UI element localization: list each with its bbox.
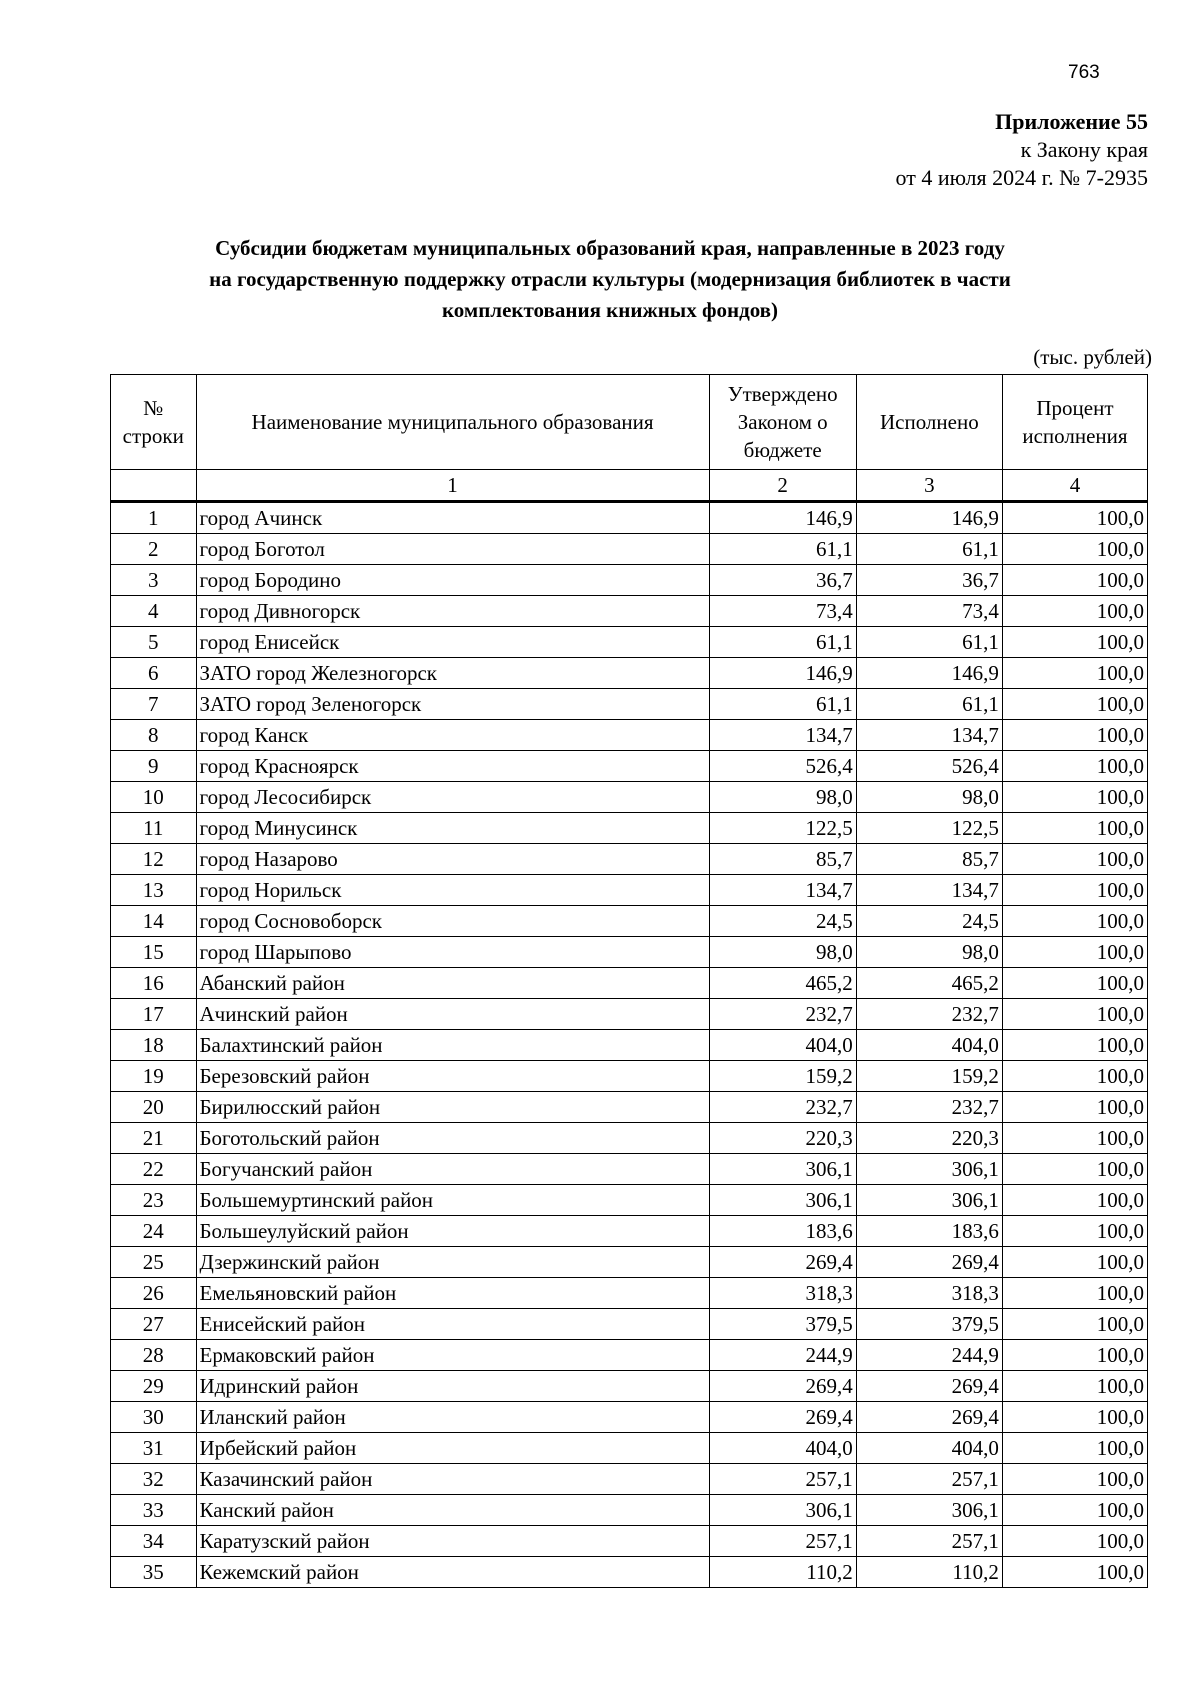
document-title-line-3: комплектования книжных фондов)	[441, 298, 779, 322]
executed-amount-cell: 306,1	[856, 1185, 1002, 1216]
municipality-name-cell: Иланский район	[196, 1402, 709, 1433]
table-row	[111, 906, 1148, 937]
column-number	[111, 470, 197, 502]
execution-percent-cell: 100,0	[1002, 1495, 1147, 1526]
executed-amount-cell: 404,0	[856, 1433, 1002, 1464]
row-number-cell: 18	[111, 1030, 197, 1061]
municipality-name-cell: город Канск	[196, 720, 709, 751]
execution-percent-cell: 100,0	[1002, 596, 1147, 627]
approved-amount-cell: 146,9	[709, 502, 856, 534]
row-number-cell: 25	[111, 1247, 197, 1278]
approved-amount-cell: 232,7	[709, 999, 856, 1030]
row-number-cell: 31	[111, 1433, 197, 1464]
table-row	[111, 1061, 1148, 1092]
executed-amount-cell: 318,3	[856, 1278, 1002, 1309]
approved-amount-cell: 183,6	[709, 1216, 856, 1247]
municipality-name-cell: Ачинский район	[196, 999, 709, 1030]
row-number-cell: 29	[111, 1371, 197, 1402]
table-row	[111, 782, 1148, 813]
municipality-name-cell: Ермаковский район	[196, 1340, 709, 1371]
execution-percent-cell: 100,0	[1002, 999, 1147, 1030]
approved-amount-cell: 61,1	[709, 627, 856, 658]
execution-percent-cell: 100,0	[1002, 565, 1147, 596]
executed-amount-cell: 159,2	[856, 1061, 1002, 1092]
municipality-name-cell: город Сосновоборск	[196, 906, 709, 937]
approved-amount-cell: 134,7	[709, 720, 856, 751]
header-execution-percent: Процент исполнения	[1002, 375, 1147, 470]
column-number: 2	[709, 470, 856, 502]
table-row	[111, 1495, 1148, 1526]
approved-amount-cell: 36,7	[709, 565, 856, 596]
row-number-cell: 35	[111, 1557, 197, 1588]
executed-amount-cell: 134,7	[856, 720, 1002, 751]
row-number-cell: 7	[111, 689, 197, 720]
execution-percent-cell: 100,0	[1002, 658, 1147, 689]
executed-amount-cell: 244,9	[856, 1340, 1002, 1371]
execution-percent-cell: 100,0	[1002, 1433, 1147, 1464]
table-body	[111, 502, 1148, 1588]
municipality-name-cell: Абанский район	[196, 968, 709, 999]
table-row	[111, 534, 1148, 565]
row-number-cell: 5	[111, 627, 197, 658]
table-row	[111, 1309, 1148, 1340]
execution-percent-cell: 100,0	[1002, 534, 1147, 565]
municipality-name-cell: город Минусинск	[196, 813, 709, 844]
executed-amount-cell: 183,6	[856, 1216, 1002, 1247]
municipality-name-cell: город Ачинск	[196, 502, 709, 534]
approved-amount-cell: 134,7	[709, 875, 856, 906]
table-header-row	[111, 375, 1148, 470]
execution-percent-cell: 100,0	[1002, 1154, 1147, 1185]
approved-amount-cell: 465,2	[709, 968, 856, 999]
executed-amount-cell: 61,1	[856, 627, 1002, 658]
execution-percent-cell: 100,0	[1002, 1216, 1147, 1247]
table-row	[111, 1371, 1148, 1402]
column-number-row	[111, 470, 1148, 502]
executed-amount-cell: 146,9	[856, 502, 1002, 534]
approved-amount-cell: 244,9	[709, 1340, 856, 1371]
header-executed: Исполнено	[856, 375, 1002, 470]
table-row	[111, 1030, 1148, 1061]
execution-percent-cell: 100,0	[1002, 689, 1147, 720]
table-row	[111, 1340, 1148, 1371]
row-number-cell: 21	[111, 1123, 197, 1154]
approved-amount-cell: 404,0	[709, 1030, 856, 1061]
execution-percent-cell: 100,0	[1002, 1278, 1147, 1309]
row-number-cell: 24	[111, 1216, 197, 1247]
execution-percent-cell: 100,0	[1002, 782, 1147, 813]
column-number: 1	[196, 470, 709, 502]
executed-amount-cell: 269,4	[856, 1371, 1002, 1402]
execution-percent-cell: 100,0	[1002, 751, 1147, 782]
execution-percent-cell: 100,0	[1002, 720, 1147, 751]
table-row	[111, 968, 1148, 999]
table-row	[111, 627, 1148, 658]
municipality-name-cell: Казачинский район	[196, 1464, 709, 1495]
executed-amount-cell: 269,4	[856, 1247, 1002, 1278]
municipality-name-cell: ЗАТО город Зеленогорск	[196, 689, 709, 720]
municipality-name-cell: Березовский район	[196, 1061, 709, 1092]
approved-amount-cell: 122,5	[709, 813, 856, 844]
municipality-name-cell: Ирбейский район	[196, 1433, 709, 1464]
approved-amount-cell: 232,7	[709, 1092, 856, 1123]
execution-percent-cell: 100,0	[1002, 906, 1147, 937]
executed-amount-cell: 232,7	[856, 999, 1002, 1030]
row-number-cell: 23	[111, 1185, 197, 1216]
table-row	[111, 1402, 1148, 1433]
execution-percent-cell: 100,0	[1002, 1309, 1147, 1340]
execution-percent-cell: 100,0	[1002, 1061, 1147, 1092]
executed-amount-cell: 61,1	[856, 689, 1002, 720]
municipality-name-cell: город Дивногорск	[196, 596, 709, 627]
execution-percent-cell: 100,0	[1002, 1123, 1147, 1154]
annex-title: Приложение 55	[995, 109, 1148, 134]
header-municipality-name: Наименование муниципального образования	[196, 375, 709, 470]
municipality-name-cell: город Красноярск	[196, 751, 709, 782]
executed-amount-cell: 257,1	[856, 1526, 1002, 1557]
table-row	[111, 1247, 1148, 1278]
execution-percent-cell: 100,0	[1002, 1371, 1147, 1402]
municipality-name-cell: Кежемский район	[196, 1557, 709, 1588]
municipality-name-cell: Бирилюсский район	[196, 1092, 709, 1123]
execution-percent-cell: 100,0	[1002, 813, 1147, 844]
approved-amount-cell: 318,3	[709, 1278, 856, 1309]
approved-amount-cell: 306,1	[709, 1495, 856, 1526]
approved-amount-cell: 306,1	[709, 1154, 856, 1185]
row-number-cell: 32	[111, 1464, 197, 1495]
execution-percent-cell: 100,0	[1002, 1030, 1147, 1061]
executed-amount-cell: 232,7	[856, 1092, 1002, 1123]
executed-amount-cell: 146,9	[856, 658, 1002, 689]
executed-amount-cell: 306,1	[856, 1154, 1002, 1185]
table-row	[111, 999, 1148, 1030]
municipality-name-cell: Канский район	[196, 1495, 709, 1526]
executed-amount-cell: 404,0	[856, 1030, 1002, 1061]
row-number-cell: 3	[111, 565, 197, 596]
row-number-cell: 33	[111, 1495, 197, 1526]
approved-amount-cell: 269,4	[709, 1371, 856, 1402]
table-row	[111, 1092, 1148, 1123]
executed-amount-cell: 379,5	[856, 1309, 1002, 1340]
municipality-name-cell: Балахтинский район	[196, 1030, 709, 1061]
row-number-cell: 9	[111, 751, 197, 782]
row-number-cell: 8	[111, 720, 197, 751]
document-title-line-2: на государственную поддержку отрасли культуры (модернизация библиотек в части	[209, 267, 1011, 291]
municipality-name-cell: Богучанский район	[196, 1154, 709, 1185]
annex-law-reference: к Закону края	[1020, 137, 1148, 162]
execution-percent-cell: 100,0	[1002, 627, 1147, 658]
table-row	[111, 1464, 1148, 1495]
row-number-cell: 1	[111, 502, 197, 534]
executed-amount-cell: 257,1	[856, 1464, 1002, 1495]
row-number-cell: 6	[111, 658, 197, 689]
approved-amount-cell: 98,0	[709, 937, 856, 968]
table-row	[111, 937, 1148, 968]
document-title	[110, 233, 1110, 326]
executed-amount-cell: 526,4	[856, 751, 1002, 782]
execution-percent-cell: 100,0	[1002, 1526, 1147, 1557]
approved-amount-cell: 98,0	[709, 782, 856, 813]
row-number-cell: 13	[111, 875, 197, 906]
municipality-name-cell: Енисейский район	[196, 1309, 709, 1340]
municipality-name-cell: Большеулуйский район	[196, 1216, 709, 1247]
table-row	[111, 1433, 1148, 1464]
approved-amount-cell: 526,4	[709, 751, 856, 782]
executed-amount-cell: 110,2	[856, 1557, 1002, 1588]
approved-amount-cell: 379,5	[709, 1309, 856, 1340]
approved-amount-cell: 85,7	[709, 844, 856, 875]
subsidy-table	[110, 374, 1148, 1588]
column-number: 4	[1002, 470, 1147, 502]
municipality-name-cell: Большемуртинский район	[196, 1185, 709, 1216]
table-row	[111, 689, 1148, 720]
row-number-cell: 2	[111, 534, 197, 565]
municipality-name-cell: город Енисейск	[196, 627, 709, 658]
executed-amount-cell: 269,4	[856, 1402, 1002, 1433]
municipality-name-cell: город Назарово	[196, 844, 709, 875]
annex-law-date: от 4 июля 2024 г. № 7-2935	[895, 165, 1148, 190]
row-number-cell: 16	[111, 968, 197, 999]
table-row	[111, 502, 1148, 534]
executed-amount-cell: 73,4	[856, 596, 1002, 627]
row-number-cell: 28	[111, 1340, 197, 1371]
table-row	[111, 596, 1148, 627]
approved-amount-cell: 61,1	[709, 689, 856, 720]
municipality-name-cell: ЗАТО город Железногорск	[196, 658, 709, 689]
municipality-name-cell: город Норильск	[196, 875, 709, 906]
row-number-cell: 26	[111, 1278, 197, 1309]
approved-amount-cell: 73,4	[709, 596, 856, 627]
municipality-name-cell: город Боготол	[196, 534, 709, 565]
executed-amount-cell: 122,5	[856, 813, 1002, 844]
municipality-name-cell: Каратузский район	[196, 1526, 709, 1557]
approved-amount-cell: 159,2	[709, 1061, 856, 1092]
municipality-name-cell: Емельяновский район	[196, 1278, 709, 1309]
execution-percent-cell: 100,0	[1002, 502, 1147, 534]
table-row	[111, 875, 1148, 906]
municipality-name-cell: город Шарыпово	[196, 937, 709, 968]
execution-percent-cell: 100,0	[1002, 844, 1147, 875]
document-title-line-1: Субсидии бюджетам муниципальных образований края, направленные в 2023 году	[215, 236, 1005, 260]
table-row	[111, 1216, 1148, 1247]
row-number-cell: 22	[111, 1154, 197, 1185]
execution-percent-cell: 100,0	[1002, 1247, 1147, 1278]
approved-amount-cell: 404,0	[709, 1433, 856, 1464]
approved-amount-cell: 110,2	[709, 1557, 856, 1588]
table-row	[111, 1526, 1148, 1557]
header-row-number: № строки	[111, 375, 197, 470]
table-row	[111, 751, 1148, 782]
row-number-cell: 11	[111, 813, 197, 844]
header-approved-budget: Утверждено Законом о бюджете	[709, 375, 856, 470]
execution-percent-cell: 100,0	[1002, 1402, 1147, 1433]
table-row	[111, 565, 1148, 596]
row-number-cell: 17	[111, 999, 197, 1030]
table-row	[111, 658, 1148, 689]
execution-percent-cell: 100,0	[1002, 1464, 1147, 1495]
executed-amount-cell: 98,0	[856, 782, 1002, 813]
table-row	[111, 1154, 1148, 1185]
row-number-cell: 4	[111, 596, 197, 627]
table-row	[111, 844, 1148, 875]
municipality-name-cell: город Бородино	[196, 565, 709, 596]
municipality-name-cell: Боготольский район	[196, 1123, 709, 1154]
row-number-cell: 15	[111, 937, 197, 968]
executed-amount-cell: 98,0	[856, 937, 1002, 968]
approved-amount-cell: 24,5	[709, 906, 856, 937]
row-number-cell: 34	[111, 1526, 197, 1557]
approved-amount-cell: 220,3	[709, 1123, 856, 1154]
executed-amount-cell: 220,3	[856, 1123, 1002, 1154]
page-number: 763	[1068, 62, 1100, 83]
executed-amount-cell: 306,1	[856, 1495, 1002, 1526]
table-row	[111, 1123, 1148, 1154]
executed-amount-cell: 85,7	[856, 844, 1002, 875]
units-label: (тыс. рублей)	[1033, 345, 1152, 369]
row-number-cell: 20	[111, 1092, 197, 1123]
execution-percent-cell: 100,0	[1002, 937, 1147, 968]
column-number: 3	[856, 470, 1002, 502]
approved-amount-cell: 146,9	[709, 658, 856, 689]
municipality-name-cell: город Лесосибирск	[196, 782, 709, 813]
execution-percent-cell: 100,0	[1002, 968, 1147, 999]
annex-block	[896, 108, 1148, 192]
executed-amount-cell: 61,1	[856, 534, 1002, 565]
row-number-cell: 19	[111, 1061, 197, 1092]
execution-percent-cell: 100,0	[1002, 875, 1147, 906]
row-number-cell: 10	[111, 782, 197, 813]
table-row	[111, 1557, 1148, 1588]
table-row	[111, 813, 1148, 844]
executed-amount-cell: 134,7	[856, 875, 1002, 906]
municipality-name-cell: Дзержинский район	[196, 1247, 709, 1278]
execution-percent-cell: 100,0	[1002, 1092, 1147, 1123]
approved-amount-cell: 61,1	[709, 534, 856, 565]
execution-percent-cell: 100,0	[1002, 1185, 1147, 1216]
approved-amount-cell: 306,1	[709, 1185, 856, 1216]
table-row	[111, 1278, 1148, 1309]
approved-amount-cell: 257,1	[709, 1464, 856, 1495]
table-row	[111, 1185, 1148, 1216]
table-row	[111, 720, 1148, 751]
approved-amount-cell: 269,4	[709, 1402, 856, 1433]
municipality-name-cell: Идринский район	[196, 1371, 709, 1402]
execution-percent-cell: 100,0	[1002, 1340, 1147, 1371]
executed-amount-cell: 36,7	[856, 565, 1002, 596]
row-number-cell: 14	[111, 906, 197, 937]
execution-percent-cell: 100,0	[1002, 1557, 1147, 1588]
row-number-cell: 30	[111, 1402, 197, 1433]
approved-amount-cell: 257,1	[709, 1526, 856, 1557]
row-number-cell: 27	[111, 1309, 197, 1340]
row-number-cell: 12	[111, 844, 197, 875]
executed-amount-cell: 465,2	[856, 968, 1002, 999]
executed-amount-cell: 24,5	[856, 906, 1002, 937]
approved-amount-cell: 269,4	[709, 1247, 856, 1278]
